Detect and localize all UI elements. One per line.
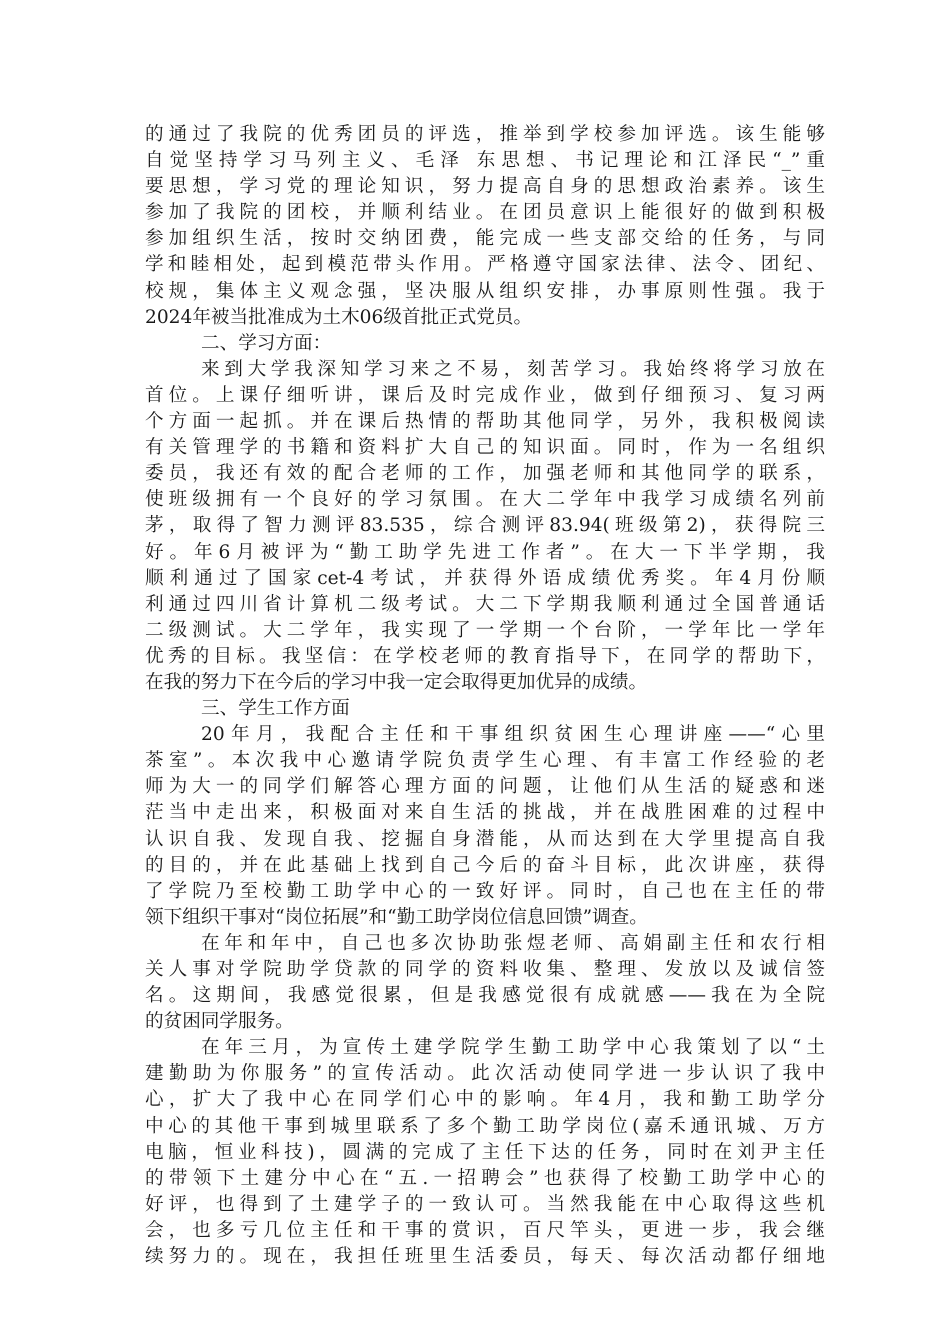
text-line: 三、学生工作方面 bbox=[201, 698, 350, 720]
document-page bbox=[145, 122, 825, 1270]
text-line: 参加了我院的团校，并顺利结业。在团员意识上能很好的做到积极 bbox=[145, 202, 825, 224]
text-line: 顺利通过了国家cet-4考试，并获得外语成绩优秀奖。年4月份顺 bbox=[145, 567, 825, 589]
section-heading bbox=[145, 696, 825, 722]
text-line: 续努力的。现在，我担任班里生活委员，每天、每次活动都仔细地 bbox=[145, 1246, 825, 1268]
text-line: 在年和年中，自己也多次协助张煜老师、高娟副主任和农行相 bbox=[201, 932, 825, 954]
text-line: 茫当中走出来，积极面对来自生活的挑战，并在战胜困难的过程中 bbox=[145, 802, 825, 824]
text-line: 茶室”。本次我中心邀请学院负责学生心理、有丰富工作经验的老 bbox=[145, 750, 825, 772]
text-line: 的目的，并在此基础上找到自己今后的奋斗目标，此次讲座，获得 bbox=[145, 854, 825, 876]
text-line: 要思想，学习党的理论知识，努力提高自身的思想政治素养。该生 bbox=[145, 176, 825, 198]
text-line: 茅，取得了智力测评83.535，综合测评83.94(班级第2)，获得院三 bbox=[145, 515, 825, 537]
text-line: 校规，集体主义观念强，坚决服从组织安排，办事原则性强。我于 bbox=[145, 280, 825, 302]
text-line: 参加组织生活，按时交纳团费，能完成一些支部交给的任务，与同 bbox=[145, 228, 825, 250]
paragraph bbox=[145, 122, 825, 331]
text-line: 在我的努力下在今后的学习中我一定会取得更加优异的成绩。 bbox=[145, 671, 648, 693]
text-line: 好。年6月被评为“勤工助学先进工作者”。在大一下半学期，我 bbox=[145, 541, 825, 563]
paragraph bbox=[145, 357, 825, 696]
text-line: 2024年被当批准成为土木06级首批正式党员。 bbox=[145, 306, 533, 328]
text-line: 有关管理学的书籍和资料扩大自己的知识面。同时，作为一名组织 bbox=[145, 437, 825, 459]
text-line: 名。这期间，我感觉很累，但是我感觉很有成就感——我在为全院 bbox=[145, 985, 825, 1007]
text-line: 领下组织干事对“岗位拓展”和“勤工助学岗位信息回馈”调查。 bbox=[145, 906, 648, 928]
text-line: 认识自我、发现自我、挖掘自身潜能，从而达到在大学里提高自我 bbox=[145, 828, 825, 850]
text-line: 个方面一起抓。并在课后热情的帮助其他同学，另外，我积极阅读 bbox=[145, 411, 825, 433]
text-line: 利通过四川省计算机二级考试。大二下学期我顺利通过全国普通话 bbox=[145, 593, 825, 615]
text-line: 二级测试。大二学年，我实现了一学期一个台阶，一学年比一学年 bbox=[145, 619, 825, 641]
text-line: 学和睦相处，起到模范带头作用。严格遵守国家法律、法令、团纪、 bbox=[145, 254, 825, 276]
text-line: 在年三月，为宣传土建学院学生勤工助学中心我策划了以“土 bbox=[201, 1037, 825, 1059]
text-line: 20年月，我配合主任和干事组织贫困生心理讲座——“心里 bbox=[201, 724, 825, 746]
text-line: 委员，我还有效的配合老师的工作，加强老师和其他同学的联系， bbox=[145, 463, 825, 485]
paragraph bbox=[145, 722, 825, 931]
paragraph bbox=[145, 931, 825, 1035]
text-line: 的带领下土建分中心在“五.一招聘会”也获得了校勤工助学中心的 bbox=[145, 1167, 825, 1189]
text-line: 优秀的目标。我坚信：在学校老师的教育指导下，在同学的帮助下， bbox=[145, 645, 825, 667]
section-heading bbox=[145, 331, 825, 357]
paragraph bbox=[145, 1035, 825, 1270]
text-line: 使班级拥有一个良好的学习氛围。在大二学年中我学习成绩名列前 bbox=[145, 489, 825, 511]
text-line: 中心的其他干事到城里联系了多个勤工助学岗位(嘉禾通讯城、万方 bbox=[145, 1115, 825, 1137]
text-line: 自觉坚持学习马列主义、毛泽 东思想、书记理论和江泽民“_”重 bbox=[145, 150, 825, 172]
text-line: 了学院乃至校勤工助学中心的一致好评。同时，自己也在主任的带 bbox=[145, 880, 825, 902]
text-line: 首位。上课仔细听讲，课后及时完成作业，做到仔细预习、复习两 bbox=[145, 384, 825, 406]
text-line: 的贫困同学服务。 bbox=[145, 1011, 294, 1033]
text-line: 电脑，恒业科技)，圆满的完成了主任下达的任务，同时在刘尹主任 bbox=[145, 1141, 825, 1163]
text-line: 关人事对学院助学贷款的同学的资料收集、整理、发放以及诚信签 bbox=[145, 959, 825, 980]
text-line: 的通过了我院的优秀团员的评选，推举到学校参加评选。该生能够 bbox=[145, 124, 825, 145]
text-line: 师为大一的同学们解答心理方面的问题，让他们从生活的疑惑和迷 bbox=[145, 776, 825, 798]
text-line: 心，扩大了我中心在同学们心中的影响。年4月，我和勤工助学分 bbox=[145, 1089, 825, 1111]
text-line: 来到大学我深知学习来之不易，刻苦学习。我始终将学习放在 bbox=[201, 358, 825, 380]
text-line: 建勤助为你服务”的宣传活动。此次活动使同学进一步认识了我中 bbox=[145, 1063, 825, 1085]
text-line: 二、学习方面： bbox=[201, 332, 332, 354]
text-line: 好评，也得到了土建学子的一致认可。当然我能在中心取得这些机 bbox=[145, 1193, 825, 1215]
text-line: 会，也多亏几位主任和干事的赏识，百尺竿头，更进一步，我会继 bbox=[145, 1219, 825, 1241]
